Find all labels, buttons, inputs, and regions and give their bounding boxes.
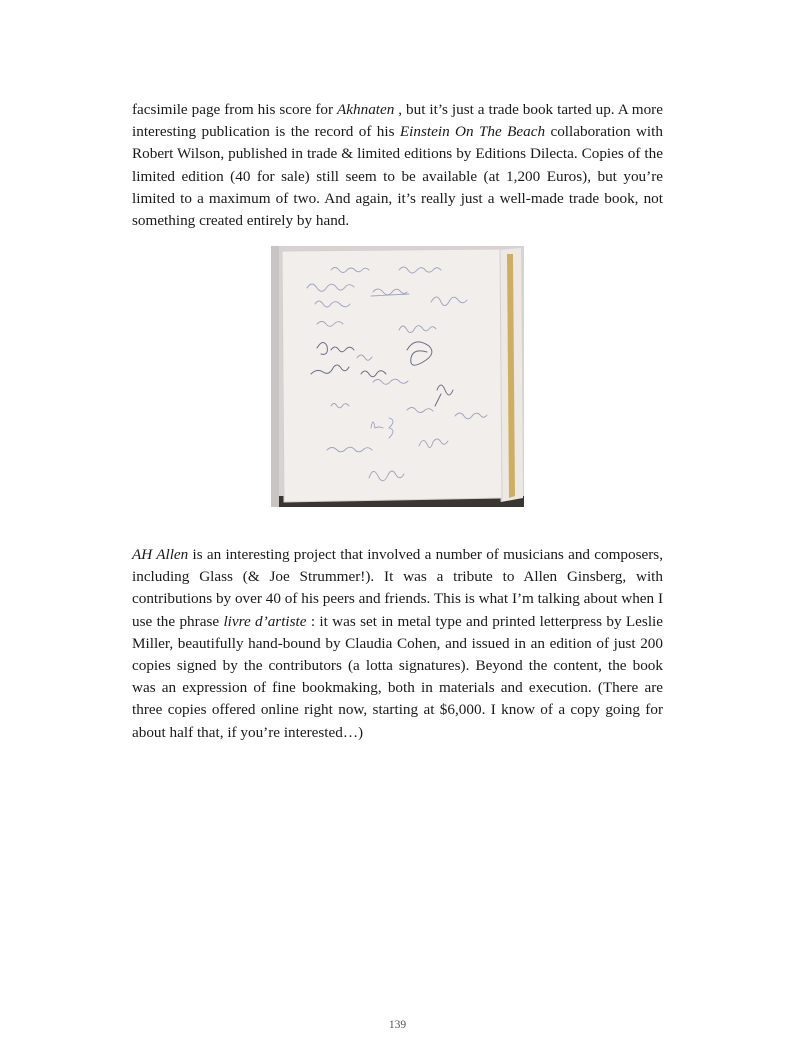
paragraph-1-text-c: collaboration with Robert Wilson, published in trade & limited editions by Editions Dilecta. Copies of the limited edition (40 for sale) still seem to be available (at 1,200 Euros), but you’re limited to a maximum of two. And again, it’s really just a well-made trade book, not something created entirely by hand. — [132, 123, 663, 230]
page-number: 139 — [388, 1019, 407, 1031]
signature-page-photo — [271, 246, 524, 507]
paragraph-1 — [132, 99, 663, 232]
akhnaten-title: Akhnaten — [337, 101, 395, 118]
livre-dartiste-phrase: livre d’artiste — [223, 612, 307, 630]
ah-allen-title: AH Allen — [132, 546, 189, 563]
paragraph-2-text-b: : it was set in metal type and printed letterpress by Leslie Miller, beautifully hand-bound by Claudia Cohen, and issued in an edition of just 200 copies signed by the contributors (a lotta signatures). Beyond the content, the book was an expression of fine bookmaking, both in materials and execution. (There are three copies offered online right now, starting at $6,000. I know of a copy going for about half that, if you’re interested…) — [132, 612, 664, 741]
paragraph-2 — [132, 544, 663, 744]
paragraph-1-text-a: facsimile page from his score for — [132, 101, 337, 118]
paragraph-2-text-a: is an interesting project that involved a number of musicians and composers, including Glass (& Joe Strummer!). It was a tribute to Allen Ginsberg, with contributions by over 40 of his peers and friends. This is what I’m talking about when I use the phrase — [132, 546, 663, 630]
paragraph-1-text-b: , but it’s just a trade book tarted up. A more interesting publication is the record of his — [132, 101, 663, 141]
einstein-title: Einstein On The Beach — [399, 123, 546, 141]
